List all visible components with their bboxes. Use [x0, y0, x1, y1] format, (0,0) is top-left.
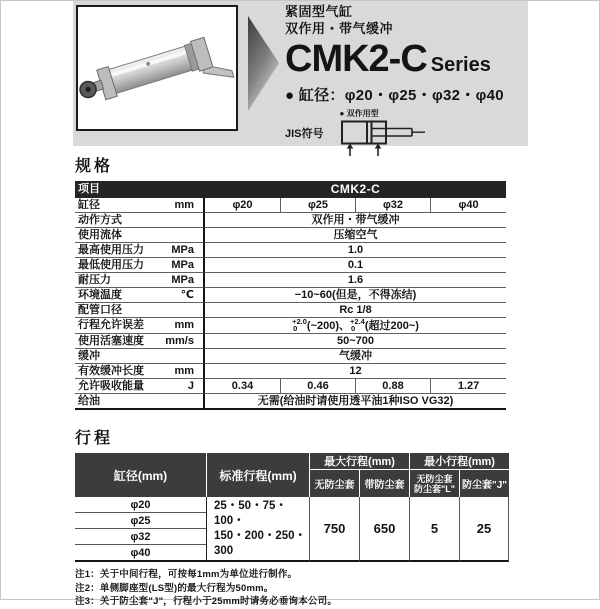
spec-label: 使用流体	[78, 228, 122, 241]
spec-value: 气缓冲	[205, 349, 506, 364]
spec-bore-value: φ25	[280, 198, 355, 213]
spec-label: 使用活塞速度	[78, 334, 144, 347]
spec-row-tolerance	[75, 318, 506, 334]
jis-symbol-block	[340, 109, 426, 162]
stroke-body-row	[75, 497, 509, 513]
stroke-col-bore: 缸径(mm)	[75, 453, 206, 497]
stroke-col-max: 最大行程(mm)	[309, 453, 409, 470]
spec-unit: MPa	[171, 258, 194, 271]
stroke-sub-min-boot-j: 防尘套"J"	[459, 470, 509, 497]
spec-value: 压缩空气	[205, 228, 506, 243]
spec-energy-value: 0.34	[205, 379, 280, 394]
spec-unit: mm/s	[165, 334, 194, 347]
spec-unit: ℃	[180, 288, 194, 301]
spec-label: 给油	[78, 394, 100, 407]
series-suffix: Series	[430, 54, 491, 76]
spec-label: 有效缓冲长度	[78, 364, 144, 377]
tolerance-text: (~200)、	[306, 320, 351, 332]
series-title	[285, 38, 527, 81]
spec-row-bore	[75, 198, 506, 213]
spec-value: 双作用・带气缓冲	[205, 213, 506, 228]
spec-header-model: CMK2-C	[205, 181, 506, 198]
spec-label: 最高使用压力	[78, 243, 144, 256]
spec-label: 允许吸收能量	[78, 379, 144, 392]
stroke-sub-max-no-boot: 无防尘套	[309, 470, 359, 497]
spec-label: 配管口径	[78, 303, 122, 316]
stroke-section-title: 行程	[75, 430, 114, 447]
spec-label: 动作方式	[78, 213, 122, 226]
spec-row	[75, 273, 506, 288]
subtitle-line-2: 双作用・带气缓冲	[285, 21, 394, 36]
spec-row	[75, 364, 506, 379]
spec-row	[75, 213, 506, 228]
cylinder-product-illustration	[78, 7, 232, 125]
spec-unit: MPa	[171, 273, 194, 286]
footnote-2: 注2：单侧脚座型(LS型)的最大行程为50mm。	[75, 582, 274, 594]
spec-bore-value: φ40	[430, 198, 506, 213]
spec-energy-value: 0.46	[280, 379, 355, 394]
stroke-standard-strokes: 25・50・75・100・ 150・200・250・ 300	[206, 497, 309, 562]
product-photo-frame	[76, 5, 238, 131]
spec-row	[75, 228, 506, 243]
spec-label: 缓冲	[78, 349, 100, 362]
spec-unit: mm	[174, 198, 194, 211]
footnote-1: 注1：关于中间行程，可按每1mm为单位进行制作。	[75, 569, 298, 580]
title-block	[285, 3, 527, 162]
spec-row	[75, 243, 506, 258]
spec-label: 行程允许误差	[78, 319, 144, 331]
tolerance-sub: 0	[351, 324, 356, 333]
spec-header-item: 项目	[75, 181, 205, 198]
spec-unit: mm	[174, 364, 194, 377]
stroke-min-boot-j-value: 25	[459, 497, 509, 562]
stroke-max-boot-value: 650	[359, 497, 409, 562]
spec-row	[75, 334, 506, 349]
spec-bore-value: φ20	[205, 198, 280, 213]
spec-bore-value: φ32	[355, 198, 430, 213]
spec-value: 1.6	[205, 273, 506, 288]
spec-value: Rc 1/8	[205, 303, 506, 318]
stroke-bore: φ25	[75, 513, 206, 529]
jis-double-acting-cylinder-icon	[340, 119, 426, 157]
stroke-col-min: 最小行程(mm)	[409, 453, 509, 470]
stroke-sub-min-no-boot: 无防尘套 防尘套"L"	[409, 470, 459, 497]
spec-energy-value: 1.27	[430, 379, 506, 394]
spec-section-title: 规格	[75, 158, 114, 175]
stroke-bore: φ20	[75, 497, 206, 513]
series-name: CMK2-C	[285, 38, 427, 80]
stroke-section	[75, 430, 509, 562]
spec-row	[75, 288, 506, 303]
spec-tolerance-value	[205, 318, 506, 334]
spec-row	[75, 349, 506, 364]
spec-value: 0.1	[205, 258, 506, 273]
tolerance-sup: +2.4	[350, 317, 365, 326]
spec-value: 无需(给油时请使用透平油1种ISO VG32)	[205, 394, 506, 410]
spec-section	[75, 158, 506, 410]
spec-value: 12	[205, 364, 506, 379]
spec-value: 1.0	[205, 243, 506, 258]
stroke-table	[75, 453, 509, 562]
spec-header-row	[75, 181, 506, 198]
header-band	[73, 1, 528, 146]
jis-symbol-row	[285, 109, 527, 162]
stroke-header-row-1	[75, 453, 509, 470]
stroke-sub-max-boot: 带防尘套	[359, 470, 409, 497]
stroke-min-no-boot-value: 5	[409, 497, 459, 562]
stroke-bore: φ40	[75, 545, 206, 562]
spec-energy-value: 0.88	[355, 379, 430, 394]
stroke-bore: φ32	[75, 529, 206, 545]
spec-label: 耐压力	[78, 273, 111, 286]
tolerance-sub: 0	[293, 324, 298, 333]
spec-row-oil	[75, 394, 506, 410]
spec-unit: mm	[174, 319, 194, 331]
arrow-icon	[248, 14, 280, 113]
section-arrow	[248, 14, 280, 113]
spec-label: 最低使用压力	[78, 258, 144, 271]
tolerance-text: (超过200~)	[364, 320, 419, 332]
tolerance-sup: +2.0	[292, 317, 307, 326]
spec-label: 环境温度	[78, 288, 122, 301]
spec-row	[75, 303, 506, 318]
bore-sizes-line: ● 缸径：φ20・φ25・φ32・φ40	[285, 87, 504, 104]
jis-symbol-caption: ● 双作用型	[339, 109, 379, 118]
spec-value: 50~700	[205, 334, 506, 349]
spec-unit: MPa	[171, 243, 194, 256]
stroke-col-standard: 标准行程(mm)	[206, 453, 309, 497]
spec-unit: J	[187, 379, 194, 392]
spec-row-energy	[75, 379, 506, 394]
jis-label: JIS符号	[285, 128, 324, 140]
spec-table	[75, 181, 506, 410]
footnote-3: 注3：关于防尘套"J"，行程小于25mm时请务必垂询本公司。	[75, 596, 338, 607]
footnotes	[75, 568, 337, 609]
stroke-max-no-boot-value: 750	[309, 497, 359, 562]
spec-value: −10~60(但是，不得冻结)	[205, 288, 506, 303]
subtitle-line-1: 紧固型气缸	[285, 4, 353, 19]
spec-label: 缸径	[78, 198, 100, 211]
spec-row	[75, 258, 506, 273]
